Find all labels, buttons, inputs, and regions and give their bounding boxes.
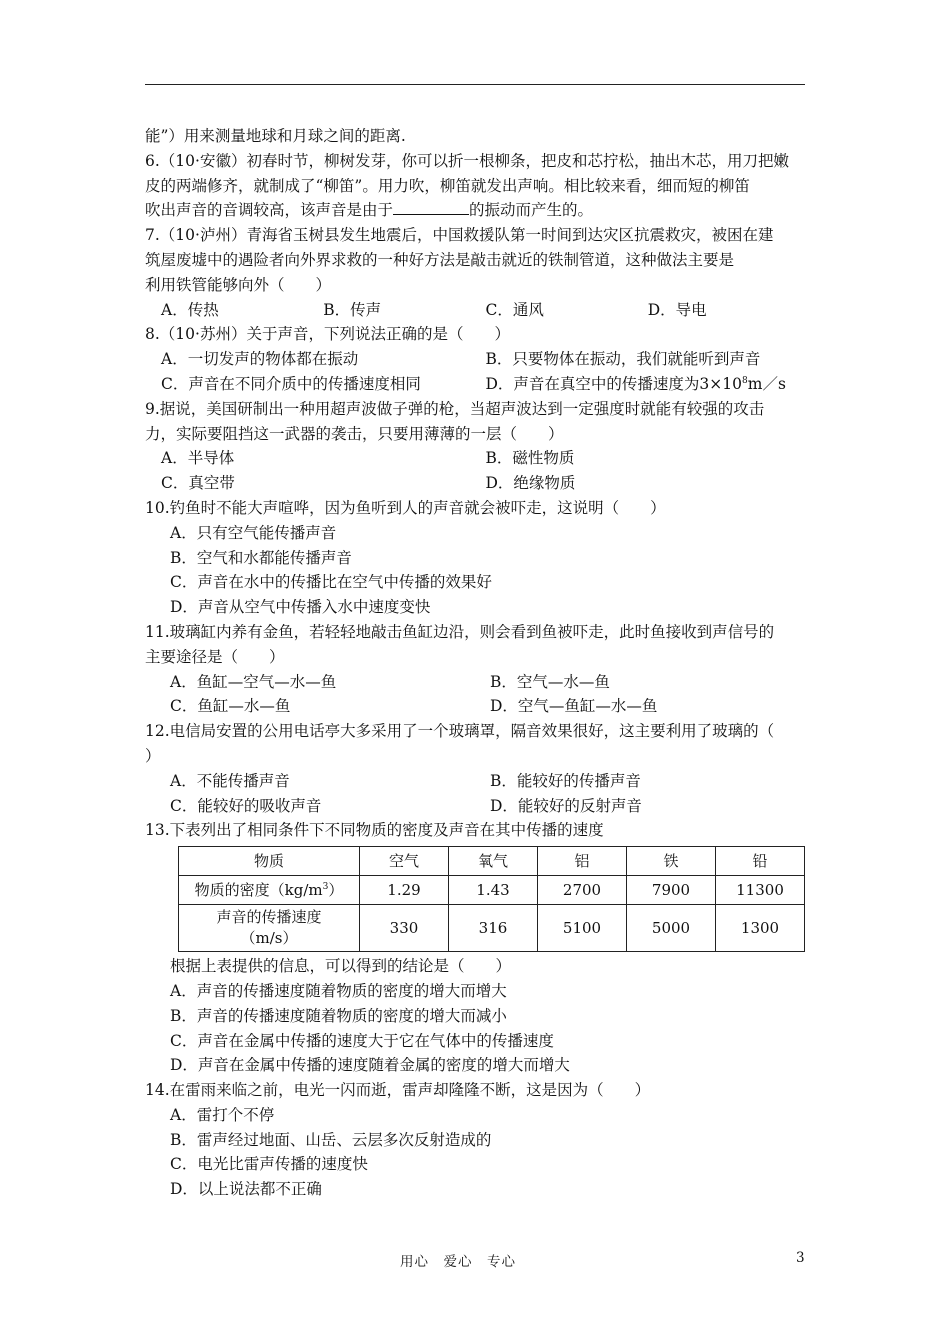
- question-11-options: [145, 694, 810, 719]
- question-9-stem: 力，实际要阻挡这一武器的袭击，只要用薄薄的一层（ ）: [145, 424, 564, 443]
- option-c: C．声音在水中的传播比在空气中传播的效果好: [170, 573, 492, 592]
- option-b: B．能较好的传播声音: [490, 771, 641, 790]
- table-cell: 1300: [716, 905, 805, 952]
- option-a: A．只有空气能传播声音: [170, 523, 337, 542]
- option-d: D．能较好的反射声音: [490, 796, 642, 815]
- table-header-cell: 物质: [179, 847, 360, 876]
- option-d: D．声音从空气中传播入水中速度变快: [170, 598, 431, 617]
- option-b: B．只要物体在振动，我们就能听到声音: [485, 350, 761, 369]
- table-row: [179, 876, 805, 905]
- question-9-options: [145, 446, 810, 471]
- option-c: C．声音在不同介质中的传播速度相同: [161, 374, 421, 393]
- question-8-options: [145, 347, 810, 372]
- option-a: A．半导体: [161, 449, 235, 468]
- question-12-stem: 12.电信局安置的公用电话亭大多采用了一个玻璃罩，隔音效果很好，这主要利用了玻璃的（: [145, 722, 775, 741]
- option-a: A．声音的传播速度随着物质的密度的增大而增大: [170, 981, 507, 1000]
- option-d: D．导电: [647, 300, 707, 319]
- table-cell: 7900: [627, 876, 716, 905]
- table-cell: 11300: [716, 876, 805, 905]
- option-c: C．能较好的吸收声音: [170, 796, 322, 815]
- question-12-stem: ）: [145, 746, 161, 765]
- header-rule: [145, 84, 805, 85]
- density-speed-table: [178, 846, 805, 952]
- table-row: [179, 847, 805, 876]
- question-9-options: [145, 471, 810, 496]
- option-b: B．传声: [323, 300, 382, 319]
- table-row-label: 物质的密度$(kg/m^3)$: [179, 876, 360, 905]
- question-9-stem: 9.据说，美国研制出一种用超声波做子弹的枪，当超声波达到一定强度时就能有较强的攻击: [145, 399, 765, 418]
- question-7-line: 筑屋废墟中的遇险者向外界求救的一种好方法是敲击就近的铁制管道，这种做法主要是: [145, 250, 735, 269]
- page-number: 3: [796, 1250, 805, 1266]
- table-header-cell: 空气: [360, 847, 449, 876]
- option-a: A．不能传播声音: [170, 771, 290, 790]
- table-row-label: 声音的传播速度 （m/s）: [179, 905, 360, 952]
- question-11-stem: 主要途径是（ ）: [145, 647, 285, 666]
- option-b: B．空气—水—鱼: [490, 672, 610, 691]
- table-cell: 1.29: [360, 876, 449, 905]
- table-cell: 2700: [538, 876, 627, 905]
- table-cell: 5100: [538, 905, 627, 952]
- question-7-line: 7.（10·泸州）青海省玉树县发生地震后，中国救援队第一时间到达灾区抗震救灾，被困在建: [145, 226, 774, 245]
- table-row: [179, 905, 805, 952]
- option-d: D．绝缘物质: [485, 474, 576, 493]
- option-c: C．电光比雷声传播的速度快: [170, 1155, 368, 1174]
- footer-motto: 用心 爱心 专心: [400, 1254, 516, 1270]
- question-13-conclusion: 根据上表提供的信息，可以得到的结论是（ ）: [170, 957, 512, 976]
- option-a: A．传热: [161, 300, 219, 319]
- table-header-cell: 铅: [716, 847, 805, 876]
- question-6-line: 皮的两端修齐，就制成了“柳笛”。用力吹，柳笛就发出声响。相比较来看，细而短的柳笛: [145, 176, 750, 195]
- option-d: D．声音在真空中的传播速度为$3\times 10^8m/s$: [485, 374, 786, 393]
- option-c: C．真空带: [161, 474, 235, 493]
- table-cell: 5000: [627, 905, 716, 952]
- option-a: A．雷打个不停: [170, 1105, 275, 1124]
- question-8-stem: 8.（10·苏州）关于声音，下列说法正确的是（ ）: [145, 325, 510, 344]
- text-line: 能”）用来测量地球和月球之间的距离.: [145, 127, 406, 145]
- question-13-stem: 13.下表列出了相同条件下不同物质的密度及声音在其中传播的速度: [145, 821, 604, 840]
- table-header-cell: 铁: [627, 847, 716, 876]
- question-12-options: [145, 769, 810, 794]
- option-c: C．声音在金属中传播的速度大于它在气体中的传播速度: [170, 1031, 554, 1050]
- table-header-cell: 铝: [538, 847, 627, 876]
- option-d: D．以上说法都不正确: [170, 1180, 322, 1199]
- option-b: B．磁性物质: [485, 449, 575, 468]
- question-6-line: 6.（10·安徽）初春时节，柳树发芽，你可以折一根柳条，把皮和芯拧松，抽出木芯，用刀把嫩: [145, 151, 789, 170]
- question-6-line: 吹出声音的音调较高，该声音是由于 的振动而产生的。: [145, 201, 594, 220]
- option-c: C．鱼缸—水—鱼: [170, 697, 291, 716]
- option-d: D．声音在金属中传播的速度随着金属的密度的增大而增大: [170, 1056, 570, 1075]
- table-cell: 316: [449, 905, 538, 952]
- document-body: [145, 124, 810, 1202]
- table-header-cell: 氧气: [449, 847, 538, 876]
- table-cell: 330: [360, 905, 449, 952]
- option-c: C．通风: [485, 300, 544, 319]
- option-b: B．雷声经过地面、山岳、云层多次反射造成的: [170, 1130, 492, 1149]
- question-14-stem: 14.在雷雨来临之前，电光一闪而逝，雷声却隆隆不断，这是因为（ ）: [145, 1081, 651, 1100]
- question-11-options: [145, 670, 810, 695]
- option-a: A．一切发声的物体都在振动: [161, 350, 359, 369]
- question-8-options: [145, 372, 810, 397]
- option-d: D．空气—鱼缸—水—鱼: [490, 697, 658, 716]
- table-cell: 1.43: [449, 876, 538, 905]
- option-b: B．声音的传播速度随着物质的密度的增大而减小: [170, 1006, 507, 1025]
- option-a: A．鱼缸—空气—水—鱼: [170, 672, 337, 691]
- question-12-options: [145, 794, 810, 819]
- question-7-line: 利用铁管能够向外（ ）: [145, 275, 332, 294]
- question-11-stem: 11.玻璃缸内养有金鱼，若轻轻地敲击鱼缸边沿，则会看到鱼被吓走，此时鱼接收到声信号的: [145, 622, 775, 641]
- question-7-options: [145, 298, 810, 323]
- answer-blank: [393, 200, 469, 215]
- option-b: B．空气和水都能传播声音: [170, 548, 352, 567]
- question-10-stem: 10.钓鱼时不能大声喧哗，因为鱼听到人的声音就会被吓走，这说明（ ）: [145, 498, 666, 517]
